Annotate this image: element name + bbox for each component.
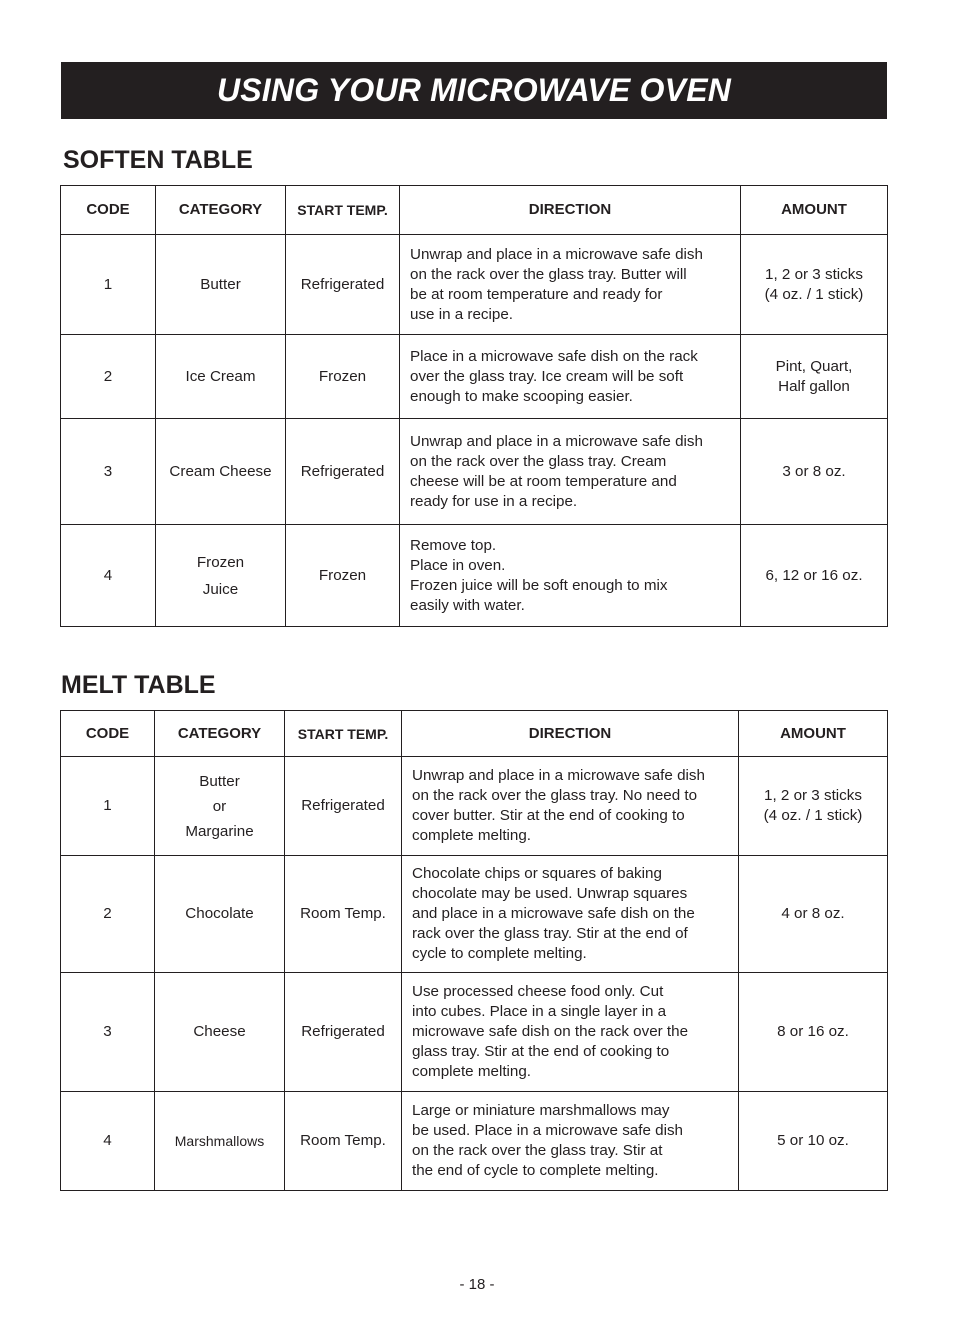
start-temp-cell: Refrigerated (285, 757, 402, 856)
code-cell: 2 (61, 335, 156, 419)
category-line: Cream Cheese (169, 462, 272, 480)
direction-line: cycle to complete melting. (412, 945, 587, 962)
direction-cell (400, 525, 741, 627)
table-row (61, 1092, 888, 1191)
code-cell: 2 (61, 856, 155, 973)
amount-cell (741, 419, 888, 525)
direction-cell (402, 757, 739, 856)
start-temp-cell: Frozen (286, 525, 400, 627)
direction-line: on the rack over the glass tray. Butter will (410, 265, 687, 283)
direction-cell (400, 335, 741, 419)
page-banner (61, 62, 887, 119)
melt-table-title: MELT TABLE (61, 671, 216, 699)
column-header-direction: DIRECTION (402, 711, 739, 757)
table-row (61, 757, 888, 856)
category-cell (156, 235, 286, 335)
code-cell: 3 (61, 973, 155, 1092)
direction-line: over the glass tray. Ice cream will be soft (410, 367, 684, 385)
category-line: Cheese (193, 1023, 246, 1040)
code-cell: 1 (61, 235, 156, 335)
table-header-row (61, 186, 888, 235)
column-header-start-temp: START TEMP. (285, 711, 402, 757)
page-title: USING YOUR MICROWAVE OVEN (216, 72, 732, 108)
category-cell (155, 757, 285, 856)
direction-line: Unwrap and place in a microwave safe dish (412, 767, 705, 784)
soften-table (60, 185, 888, 627)
direction-line: rack over the glass tray. Stir at the end of (412, 925, 688, 942)
table-row (61, 525, 888, 627)
direction-line: Large or miniature marshmallows may (412, 1102, 670, 1119)
code-cell: 3 (61, 419, 156, 525)
amount-cell (739, 973, 888, 1092)
direction-cell (400, 235, 741, 335)
direction-line: microwave safe dish on the rack over the (412, 1023, 689, 1040)
amount-line: Pint, Quart, (775, 357, 853, 375)
category-line: Marshmallows (174, 1133, 265, 1149)
direction-line: be used. Place in a microwave safe dish (412, 1122, 683, 1139)
direction-line: easily with water. (410, 596, 525, 614)
category-line: Frozen (196, 553, 245, 571)
direction-line: ready for use in a recipe. (410, 492, 578, 510)
category-cell (155, 1092, 285, 1191)
direction-line: Use processed cheese food only. Cut (412, 983, 664, 1000)
column-header-code: CODE (61, 186, 156, 235)
direction-cell (402, 973, 739, 1092)
category-cell (156, 419, 286, 525)
direction-line: complete melting. (412, 1063, 532, 1080)
table-row (61, 235, 888, 335)
direction-line: chocolate may be used. Unwrap squares (412, 885, 688, 902)
category-cell (156, 525, 286, 627)
start-temp-cell: Frozen (286, 335, 400, 419)
soften-table-title: SOFTEN TABLE (63, 146, 253, 174)
table-row (61, 419, 888, 525)
table-row (61, 973, 888, 1092)
direction-line: glass tray. Stir at the end of cooking to (412, 1043, 670, 1060)
code-cell: 4 (61, 525, 156, 627)
amount-cell (741, 335, 888, 419)
category-line: Butter (200, 275, 241, 293)
melt-table (60, 710, 888, 1191)
direction-line: Unwrap and place in a microwave safe dish (410, 245, 703, 263)
column-header-amount: AMOUNT (739, 711, 888, 757)
direction-line: Place in oven. (410, 556, 506, 574)
start-temp-cell: Refrigerated (286, 419, 400, 525)
amount-line: 4 or 8 oz. (781, 905, 845, 922)
amount-line: 1, 2 or 3 sticks (765, 265, 863, 283)
category-line: Juice (202, 580, 239, 598)
amount-line: 3 or 8 oz. (782, 462, 846, 480)
amount-line: 8 or 16 oz. (777, 1023, 849, 1040)
amount-line: Half gallon (778, 377, 850, 395)
category-line: Ice Cream (185, 367, 256, 385)
column-header-category: CATEGORY (155, 711, 285, 757)
amount-line: 1, 2 or 3 sticks (764, 787, 862, 804)
direction-line: the end of cycle to complete melting. (412, 1162, 659, 1179)
column-header-direction: DIRECTION (400, 186, 741, 235)
direction-line: on the rack over the glass tray. Stir at (412, 1142, 663, 1159)
amount-cell (741, 235, 888, 335)
category-cell (155, 973, 285, 1092)
column-header-category: CATEGORY (156, 186, 286, 235)
column-header-start-temp: START TEMP. (286, 186, 400, 235)
direction-line: use in a recipe. (410, 305, 513, 323)
direction-cell (402, 856, 739, 973)
start-temp-cell: Room Temp. (285, 1092, 402, 1191)
start-temp-cell: Refrigerated (286, 235, 400, 335)
direction-cell (400, 419, 741, 525)
table-row (61, 335, 888, 419)
amount-line: (4 oz. / 1 stick) (764, 285, 864, 303)
start-temp-cell: Room Temp. (285, 856, 402, 973)
direction-line: enough to make scooping easier. (410, 387, 633, 405)
direction-line: Frozen juice will be soft enough to mix (410, 576, 668, 594)
start-temp-cell: Refrigerated (285, 973, 402, 1092)
table-row (61, 856, 888, 973)
category-line: Margarine (185, 822, 254, 840)
category-line: Chocolate (185, 905, 254, 922)
direction-line: be at room temperature and ready for (410, 285, 663, 303)
direction-line: cover butter. Stir at the end of cooking to (412, 807, 685, 824)
page-number: - 18 - (459, 1276, 495, 1293)
direction-line: complete melting. (412, 827, 532, 844)
direction-line: Place in a microwave safe dish on the rack (410, 347, 698, 365)
direction-line: Unwrap and place in a microwave safe dish (410, 432, 703, 450)
amount-cell (739, 856, 888, 973)
direction-line: cheese will be at room temperature and (410, 472, 677, 490)
amount-line: 5 or 10 oz. (777, 1132, 849, 1149)
direction-line: on the rack over the glass tray. No need to (412, 787, 698, 804)
direction-line: into cubes. Place in a single layer in a (412, 1003, 667, 1020)
direction-line: on the rack over the glass tray. Cream (410, 452, 667, 470)
column-header-amount: AMOUNT (741, 186, 888, 235)
amount-cell (741, 525, 888, 627)
direction-cell (402, 1092, 739, 1191)
code-cell: 4 (61, 1092, 155, 1191)
category-line: or (212, 797, 227, 815)
direction-line: Chocolate chips or squares of baking (412, 865, 662, 882)
direction-line: Remove top. (410, 536, 497, 554)
column-header-code: CODE (61, 711, 155, 757)
amount-line: 6, 12 or 16 oz. (765, 566, 863, 584)
code-cell: 1 (61, 757, 155, 856)
amount-cell (739, 1092, 888, 1191)
category-cell (155, 856, 285, 973)
amount-cell (739, 757, 888, 856)
table-header-row (61, 711, 888, 757)
direction-line: and place in a microwave safe dish on the (412, 905, 695, 922)
category-line: Butter (199, 772, 240, 790)
category-cell (156, 335, 286, 419)
amount-line: (4 oz. / 1 stick) (763, 807, 863, 824)
